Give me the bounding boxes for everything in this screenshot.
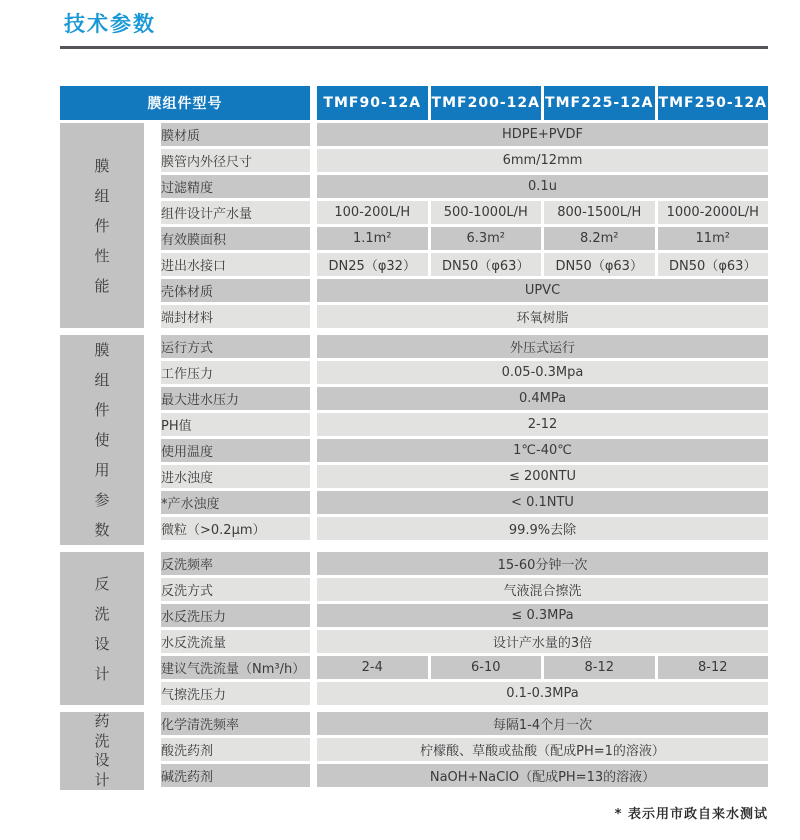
row-value: 0.1-0.3MPa [317, 682, 768, 705]
table-row [148, 149, 768, 172]
row-value: 500-1000L/H [431, 201, 542, 224]
row-value: 1000-2000L/H [658, 201, 769, 224]
table-row [148, 465, 768, 488]
row-value: 8-12 [544, 656, 655, 679]
table-row [148, 604, 768, 627]
table-row [148, 517, 768, 540]
table-row [148, 712, 768, 735]
row-value: 8.2m² [544, 227, 655, 250]
row-value: 柠檬酸、草酸或盐酸（配成PH=1的溶液） [317, 738, 768, 761]
row-label: 过滤精度 [148, 175, 314, 198]
row-value: 1.1m² [317, 227, 428, 250]
section-sidebar [60, 123, 144, 328]
row-label: 微粒（>0.2μm） [148, 517, 314, 540]
header-model-2: TMF200-12A [431, 86, 542, 120]
row-value: 0.05-0.3Mpa [317, 361, 768, 384]
row-label: 反洗频率 [148, 552, 314, 575]
table-row [148, 361, 768, 384]
row-label: 工作压力 [148, 361, 314, 384]
row-label: 使用温度 [148, 439, 314, 462]
section-sidebar [60, 712, 144, 790]
row-label: *产水浊度 [148, 491, 314, 514]
row-value: UPVC [317, 279, 768, 302]
row-label: 最大进水压力 [148, 387, 314, 410]
row-value: 6.3m² [431, 227, 542, 250]
title-divider [60, 46, 768, 49]
row-value: DN50（φ63） [431, 253, 542, 276]
table-row [148, 175, 768, 198]
section-sidebar [60, 552, 144, 705]
row-label: 壳体材质 [148, 279, 314, 302]
section-rows [148, 335, 768, 545]
table-row [148, 552, 768, 575]
row-value: 外压式运行 [317, 335, 768, 358]
row-value: 800-1500L/H [544, 201, 655, 224]
row-label: 有效膜面积 [148, 227, 314, 250]
section-sidebar-label: 膜组件使用参数 [94, 341, 110, 539]
row-value: 2-12 [317, 413, 768, 436]
row-label: 端封材料 [148, 305, 314, 328]
section-sidebar-label: 反洗设计 [94, 574, 110, 683]
spec-table [60, 86, 768, 790]
section-rows [148, 552, 768, 705]
table-row [148, 227, 768, 250]
row-label: 膜管内外径尺寸 [148, 149, 314, 172]
table-row [148, 491, 768, 514]
row-label: 气擦洗压力 [148, 682, 314, 705]
row-value: 6mm/12mm [317, 149, 768, 172]
table-body [60, 123, 768, 790]
row-label: 运行方式 [148, 335, 314, 358]
row-label: 进出水接口 [148, 253, 314, 276]
header-model-4: TMF250-12A [658, 86, 769, 120]
header-model-1: TMF90-12A [317, 86, 428, 120]
page-title: 技术参数 [64, 12, 156, 36]
table-row [148, 439, 768, 462]
row-value: 设计产水量的3倍 [317, 630, 768, 653]
table-row [148, 387, 768, 410]
section-rows [148, 123, 768, 328]
row-value: 0.4MPa [317, 387, 768, 410]
row-value: 2-4 [317, 656, 428, 679]
row-label: 水反洗压力 [148, 604, 314, 627]
table-section [60, 335, 768, 545]
table-header-row [60, 86, 768, 120]
row-label: 酸洗药剂 [148, 738, 314, 761]
table-row [148, 630, 768, 653]
row-value: 1℃-40℃ [317, 439, 768, 462]
row-label: PH值 [148, 413, 314, 436]
row-label: 反洗方式 [148, 578, 314, 601]
table-row [148, 279, 768, 302]
table-row [148, 201, 768, 224]
section-sidebar-label: 药洗设计 [94, 712, 110, 789]
row-value: 6-10 [431, 656, 542, 679]
row-value: 0.1u [317, 175, 768, 198]
table-section [60, 552, 768, 705]
row-label: 化学清洗频率 [148, 712, 314, 735]
row-value: 每隔1-4个月一次 [317, 712, 768, 735]
row-value: 8-12 [658, 656, 769, 679]
table-row [148, 656, 768, 679]
footnote: * 表示用市政自来水测试 [614, 807, 768, 822]
table-section [60, 712, 768, 790]
table-row [148, 682, 768, 705]
row-value: ≤ 200NTU [317, 465, 768, 488]
row-label: 建议气洗流量（Nm³/h） [148, 656, 314, 679]
table-row [148, 123, 768, 146]
row-value: NaOH+NaClO（配成PH=13的溶液） [317, 764, 768, 787]
table-section [60, 123, 768, 328]
section-sidebar-label: 膜组件性能 [94, 156, 110, 295]
row-value: 100-200L/H [317, 201, 428, 224]
table-row [148, 253, 768, 276]
row-label: 水反洗流量 [148, 630, 314, 653]
table-row [148, 413, 768, 436]
section-rows [148, 712, 768, 790]
row-label: 组件设计产水量 [148, 201, 314, 224]
header-model-3: TMF225-12A [544, 86, 655, 120]
table-row [148, 578, 768, 601]
row-value: 99.9%去除 [317, 517, 768, 540]
table-row [148, 305, 768, 328]
row-value: DN50（φ63） [658, 253, 769, 276]
row-value: 11m² [658, 227, 769, 250]
row-label: 膜材质 [148, 123, 314, 146]
table-row [148, 335, 768, 358]
row-value: DN50（φ63） [544, 253, 655, 276]
table-row [148, 764, 768, 787]
page-content [60, 0, 768, 822]
table-row [148, 738, 768, 761]
row-value: 15-60分钟一次 [317, 552, 768, 575]
row-value: DN25（φ32） [317, 253, 428, 276]
row-label: 进水浊度 [148, 465, 314, 488]
row-value: 环氧树脂 [317, 305, 768, 328]
row-value: < 0.1NTU [317, 491, 768, 514]
row-value: HDPE+PVDF [317, 123, 768, 146]
row-value: 气液混合擦洗 [317, 578, 768, 601]
row-value: ≤ 0.3MPa [317, 604, 768, 627]
header-model-label: 膜组件型号 [60, 86, 314, 120]
section-sidebar [60, 335, 144, 545]
row-label: 碱洗药剂 [148, 764, 314, 787]
